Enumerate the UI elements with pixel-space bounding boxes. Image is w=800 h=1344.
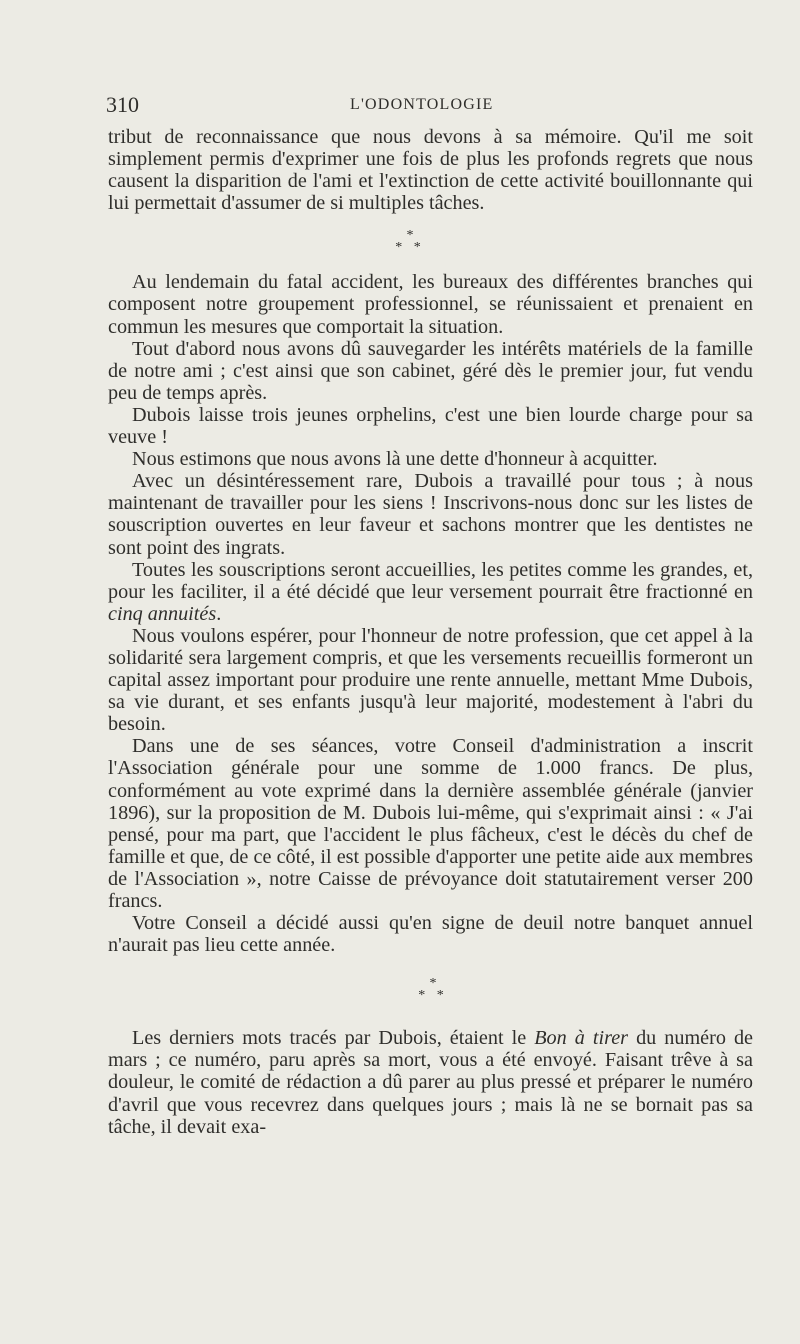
asterism-bottom: * * xyxy=(395,240,425,256)
paragraph: Nous voulons espérer, pour l'honneur de notre profession, que cet appel à la solidarité sera largement compris, et que les versements recueillis formeront un capital assez important pour produire une rente annuelle, mettant Mme Dubois, sa vie durant, et ses enfants jusqu'à leur majorité, modestement à l'abri du besoin. xyxy=(108,624,753,736)
section-divider-asterism xyxy=(390,230,430,258)
paragraph xyxy=(108,559,753,625)
paragraph-text-end: du numéro de mars ; ce numéro, paru après sa mort, vous a été envoyé. Faisant trêve à sa douleur, le comité de rédaction a dû parer au plus pressé et préparer le numéro d'avril que vous recevrez dans quelques jours ; mais là ne se bornait pas sa tâche, il devait exa- xyxy=(108,1027,754,1138)
paragraph-text-end: . xyxy=(216,602,222,625)
asterism-bottom: * * xyxy=(418,988,448,1004)
asterism-top: * xyxy=(429,976,437,992)
asterism-top: * xyxy=(406,228,414,244)
paragraph: Au lendemain du fatal accident, les bureaux des différentes branches qui composent notre groupement professionnel, se réunissaient et prenaient en commun les mesures que comportait la situation. xyxy=(108,271,753,338)
paragraph: Dubois laisse trois jeunes orphelins, c'est une bien lourde charge pour sa veuve ! xyxy=(108,403,753,449)
paragraph: Nous estimons que nous avons là une dette d'honneur à acquitter. xyxy=(132,448,658,471)
paragraph: Votre Conseil a décidé aussi qu'en signe de deuil notre banquet annuel n'aurait pas lieu cette année. xyxy=(108,912,753,957)
running-title: L'ODONTOLOGIE xyxy=(350,96,494,113)
paragraph: tribut de reconnaissance que nous devons à sa mémoire. Qu'il me soit simplement permis d'exprimer une fois de plus les profonds regrets que nous causent la disparition de l'ami et l'extinction de cette activité bouillonnante qui lui permettait d'assumer de si multiples tâches. xyxy=(108,126,753,215)
page-number: 310 xyxy=(106,92,139,117)
page-header xyxy=(106,92,756,122)
paragraph-text: Les derniers mots tracés par Dubois, étaient le xyxy=(132,1027,527,1050)
paragraph-text: Toutes les souscriptions seront accueillies, les petites comme les grandes, et, pour les faciliter, il a été décidé que leur versement pourrait être fractionné en xyxy=(108,558,753,603)
paragraph: Tout d'abord nous avons dû sauvegarder les intérêts matériels de la famille de notre ami ; c'est ainsi que son cabinet, géré dès le premier jour, fut vendu peu de temps après. xyxy=(108,337,753,404)
paragraph: Dans une de ses séances, votre Conseil d'administration a inscrit l'Association générale pour une somme de 1.000 francs. De plus, conformément au vote exprimé dans la dernière assemblée générale (janvier 1896), sur la proposition de M. Dubois lui-même, qui s'exprimait ainsi : « J'ai pensé, pour ma part, que l'accident le plus fâcheux, c'est le décès du chef de famille et que, de ce côté, il est possible d'apporter une petite aide aux membres de l'Association », notre Caisse de prévoyance doit statutairement verser 200 francs. xyxy=(108,735,753,912)
italic-phrase: cinq annuités xyxy=(108,602,217,625)
paragraph xyxy=(108,1027,753,1137)
italic-phrase: Bon à tirer xyxy=(534,1027,629,1050)
section-divider-asterism xyxy=(413,978,453,1006)
paragraph: Avec un désintéressement rare, Dubois a travaillé pour tous ; à nous maintenant de travailler pour les siens ! Inscrivons-nous donc sur les listes de souscription ouvertes en leur faveur et sachons montrer que les dentistes ne sont point des ingrats. xyxy=(108,470,753,559)
page-body xyxy=(108,126,753,1138)
